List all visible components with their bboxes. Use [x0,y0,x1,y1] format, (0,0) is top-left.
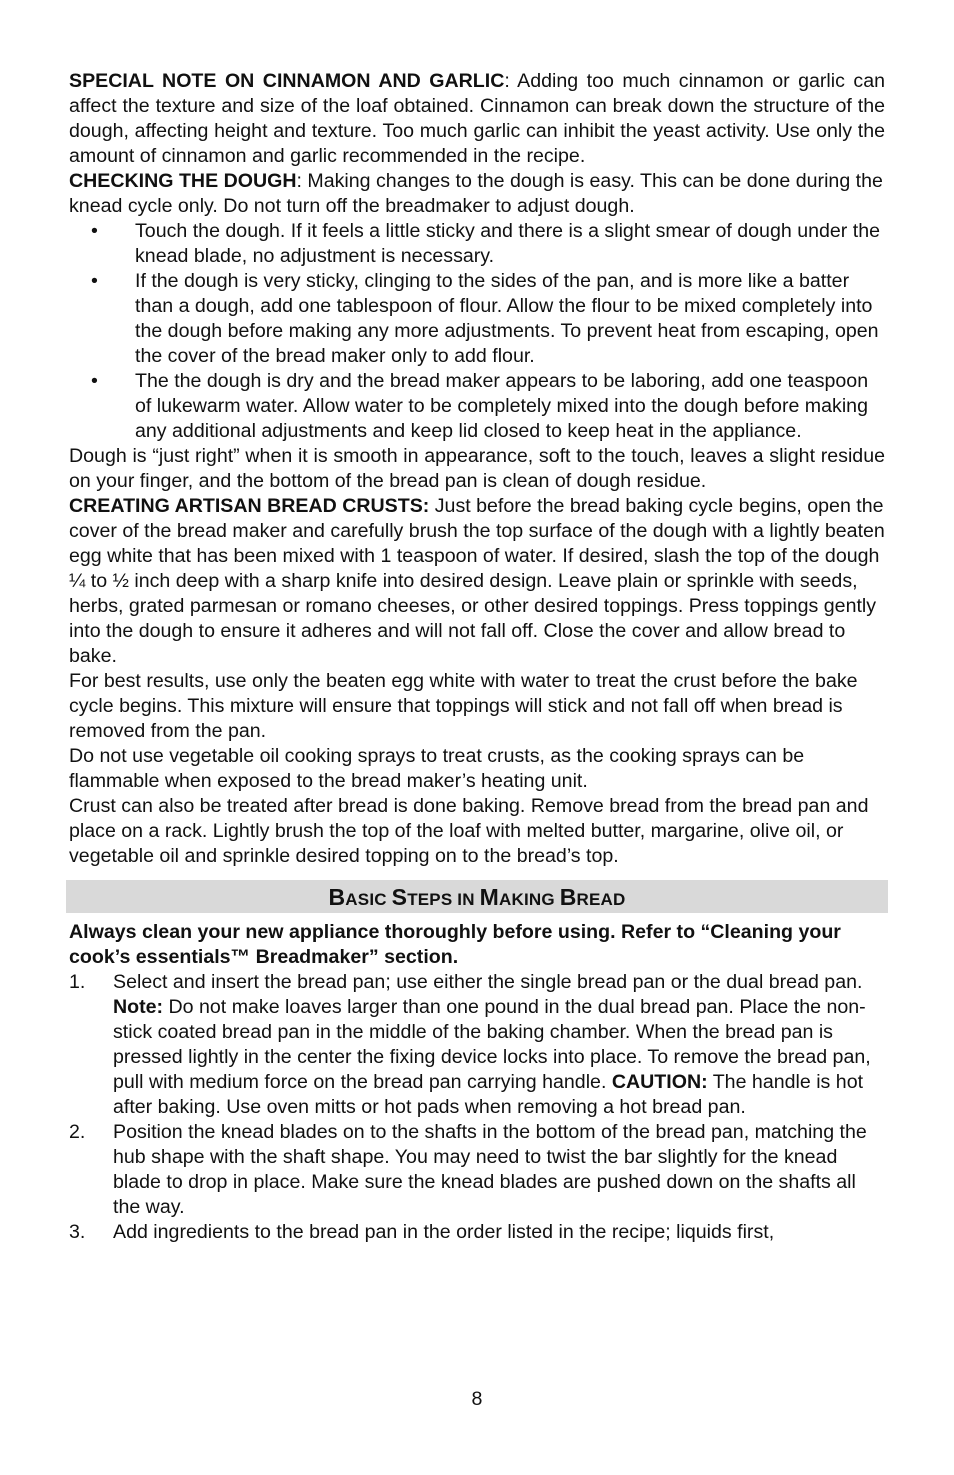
artisan-crusts-heading: CREATING ARTISAN BREAD CRUSTS: [69,495,430,517]
crust-after-baking-paragraph: Crust can also be treated after bread is done baking. Remove bread from the bread pan and place on a rack. Lightly brush the top of the loaf with melted butter, margarine, olive oil, or vegetable oil and sprinkle desired topping on to the bread’s top. [69,795,869,867]
bullet-marker: • [91,270,98,292]
bullet-text: Touch the dough. If it feels a little sticky and there is a slight smear of dough under the knead blade, no adjustment is necessary. [135,220,880,267]
note-label: Note: [113,996,164,1018]
step-number: 3. [69,1221,86,1243]
checking-dough-heading: CHECKING THE DOUGH [69,170,297,192]
cinnamon-garlic-body: : Adding too much cinnamon or garlic can affect the texture and size of the loaf obtained. Cinnamon can break down the structure of the dough, affecting height and texture. Too much garlic can inhibit the yeast activity. Use only the amount of cinnamon and garlic recommended in the recipe. [69,70,885,167]
list-item: 3. Add ingredients to the bread pan in the order listed in the recipe; liquids first, [69,1221,775,1243]
document-page [69,69,885,1245]
step-number: 2. [69,1121,86,1143]
checking-dough-list [69,219,885,444]
artisan-crusts-body: Just before the bread baking cycle begins, open the cover of the bread maker and carefully brush the top surface of the dough with a lightly beaten egg white that has been mixed with 1 teaspoon of water. If desired, slash the top of the dough ¼ to ½ inch deep with a sharp knife into desired design. Leave plain or sprinkle with seeds, herbs, grated parmesan or romano cheeses, or other desired toppings. Press toppings gently into the dough to ensure it adheres and will not fall off. Close the cover and allow bread to bake. [69,495,885,667]
bullet-text: The the dough is dry and the bread maker appears to be laboring, add one teaspoon of lukewarm water. Allow water to be completely mixed into the dough before making any additional adjustments and keep lid closed to keep heat in the appliance. [135,370,869,442]
step-number: 1. [69,971,86,993]
basic-steps-list [69,970,885,1245]
just-right-paragraph: Dough is “just right” when it is smooth in appearance, soft to the touch, leaves a slight residue on your finger, and the bottom of the bread pan is clean of dough residue. [69,445,885,492]
list-item: 1. Select and insert the bread pan; use either the single bread pan or the dual bread pan. Note: Do not make loaves larger than one pound in the dual bread pan. Place the non-stick coated bread pan in the middle of the baking chamber. When the bread pan is pressed lightly in the center the fixing device locks into place. To remove the bread pan, pull with medium force on the bread pan carrying handle. CAUTION: The handle is hot after baking. Use oven mitts or hot pads when removing a hot bread pan. [69,971,871,1118]
caution-label: CAUTION: [611,1071,708,1093]
best-results-paragraph: For best results, use only the beaten egg white with water to treat the crust before the bake cycle begins. This mixture will ensure that toppings will stick and not fall off when bread is removed from the pan. [69,670,858,742]
checking-dough-body: : Making changes to the dough is easy. This can be done during the knead cycle only. Do not turn off the breadmaker to adjust dough. [69,170,883,217]
bullet-text: If the dough is very sticky, clinging to the sides of the pan, and is more like a batter than a dough, add one tablespoon of flour. Allow the flour to be mixed completely into the dough before making any more adjustments. To prevent heat from escaping, open the cover of the bread maker only to add flour. [135,270,879,367]
list-item [69,269,885,369]
page-number: 8 [471,1388,483,1410]
basic-steps-intro: Always clean your new appliance thoroughly before using. Refer to “Cleaning your cook’s essentials™ Breadmaker” section. [69,921,841,968]
checking-dough-paragraph [69,169,885,219]
artisan-crusts-paragraph [69,494,885,669]
cinnamon-garlic-heading: SPECIAL NOTE ON CINNAMON AND GARLIC [69,70,505,92]
oil-spray-paragraph: Do not use vegetable oil cooking sprays to treat crusts, as the cooking sprays can be flammable when exposed to the bread maker’s heating unit. [69,745,805,792]
list-item [69,369,885,444]
cinnamon-garlic-note [69,69,885,169]
list-item [69,219,885,269]
bullet-marker: • [91,220,98,242]
list-item: 2. Position the knead blades on to the shafts in the bottom of the bread pan, matching the hub shape with the shaft shape. You may need to twist the bar slightly for the knead blade to drop in place. Make sure the knead blades are pushed down on the shafts all the way. [69,1121,867,1218]
basic-steps-section-title: BASIC STEPS IN MAKING BREAD [66,880,888,913]
bullet-marker: • [91,370,98,392]
